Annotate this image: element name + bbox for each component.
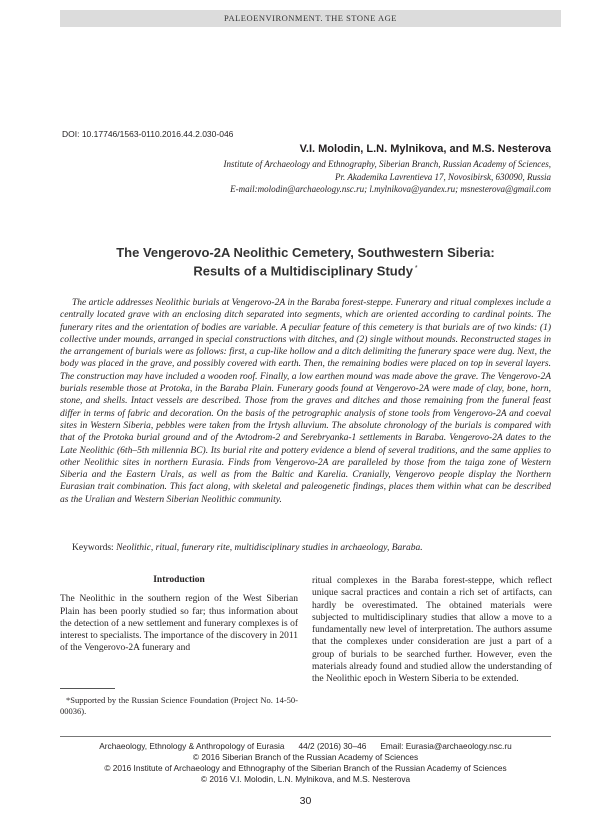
title-line-2 [60,261,551,279]
right-column [312,575,552,686]
footer-journal: Archaeology, Ethnology & Anthropology of Eurasia [99,741,285,751]
introduction-paragraph-right: ritual complexes in the Baraba forest-steppe, which reflect unique sacral practices and contain a rich set of artifacts, can hardly be overestimated. The obtained materials were subjected to multidisciplinary studies that allow a move to a fundamentally new level of interpretation. The authors assume that the complexes under consideration are just a part of a group of burials to be searched further. However, even the materials already found and studied allow the understanding of the Neolithic epoch in Western Siberia to be extended. [312,576,552,685]
affiliation-address: Pr. Akademika Lavrentieva 17, Novosibirsk, 630090, Russia [335,171,551,182]
keywords-list: Neolithic, ritual, funerary rite, multidisciplinary studies in archaeology, Baraba. [116,543,423,553]
title-footnote-marker: * [414,265,418,272]
left-column [60,574,298,655]
title-line-1: The Vengerovo-2A Neolithic Cemetery, Southwestern Siberia: [116,245,495,260]
doi: DOI: 10.17746/1563-0110.2016.44.2.030-046 [62,129,234,139]
footnote-rule [60,688,115,689]
footer-copyright-1: © 2016 Siberian Branch of the Russian Academy of Sciences [192,752,419,762]
running-header: PALEOENVIRONMENT. THE STONE AGE [60,10,561,27]
keywords-label: Keywords: [72,543,117,553]
affiliation [131,158,551,196]
footer-issue: 44/2 (2016) 30–46 [298,741,367,751]
footer-email: Email: Eurasia@archaeology.nsc.ru [380,741,512,751]
footer-copyright-3: © 2016 V.I. Molodin, L.N. Mylnikova, and M.S. Nesterova [200,774,411,784]
page-number: 30 [299,795,312,807]
title-line-2-text: Results of a Multidisciplinary Study [193,263,413,279]
affiliation-email: E-mail:molodin@archaeology.nsc.ru; l.mylnikova@yandex.ru; msnesterova@gmail.com [230,184,551,194]
footer-journal-line [60,741,551,752]
footer-copyright-2: © 2016 Institute of Archaeology and Ethnography of the Siberian Branch of the Russian Academy of Sciences [104,763,507,773]
footer-rule [60,736,551,737]
keywords [72,542,552,554]
footer [60,741,551,785]
affiliation-line: Institute of Archaeology and Ethnography, Siberian Branch, Russian Academy of Sciences, [223,159,551,169]
footnote: *Supported by the Russian Science Foundation (Project No. 14-50-00036). [60,695,298,716]
abstract: The article addresses Neolithic burials at Vengerovo-2A in the Baraba forest-steppe. Funerary and ritual complexes include a centrally located grave with an enclosing ditch separated into segments, which are oriented according to cardinal points. The funerary rites and the orientation of bodies are variable. A peculiar feature of this cemetery is that burials are of two kinds: (1) collective under mounds, arranged in special constructions with ditches, and (2) single without mounds. Reconstructed stages in the arrangement of burials were as follows: first, a cup-like hollow and a ditch delimiting the funerary space were dug. Next, the body was placed in the grave, and possibly covered with earth. Then, the remaining bodies were placed on top in several layers. The construction may have included a wooden roof. Finally, a low earthen mound was made above the grave. The Vengerovo-2A burials resemble those at Protoka, in the Baraba Plain. Funerary goods found at Vengerovo-2A were made of clay, bone, horn, stone, and shells. Intact vessels are described. Those from the graves and ditches and those remaining from the funeral feast differ in terms of fabric and decoration. On the basis of the petrographic analysis of stone tools from Vengerovo-2A and coeval sites in Western Siberia, pebbles were taken from the Irtysh alluvium. The absolute chronology of the burials is compared with that of the Protoka burial ground and of the Avtodrom-2 and Serebryanka-1 settlements in Baraba. Vengerovo-2A dates to the Late Neolithic (6th–5th millennia BC). Its burial rite and pottery evidence a blend of several traditions, and the same applies to other Neolithic sites in northern Eurasia. Finds from Vengerovo-2A are paralleled by those from the taiga zone of Western Siberia and the Eastern Urals, as well as from the Baltic and Karelia. Cranially, Vengerovo people display the Northern Eurasian trait combination. This fact along, with skeletal and paleogenetic findings, places them within what can be described as the Uralian and Western Siberian Neolithic community. [60,298,551,505]
authors: V.I. Molodin, L.N. Mylnikova, and M.S. Nesterova [299,143,551,155]
section-heading-introduction: Introduction [153,575,205,585]
introduction-paragraph-left: The Neolithic in the southern region of the West Siberian Plain has been poorly studied so far; thus information about the detection of a new settlement and funerary complexes is of interest to specialists. The importance of the discovery in 2011 of the Vengerovo-2A funerary and [60,594,298,654]
article-title [60,245,551,279]
